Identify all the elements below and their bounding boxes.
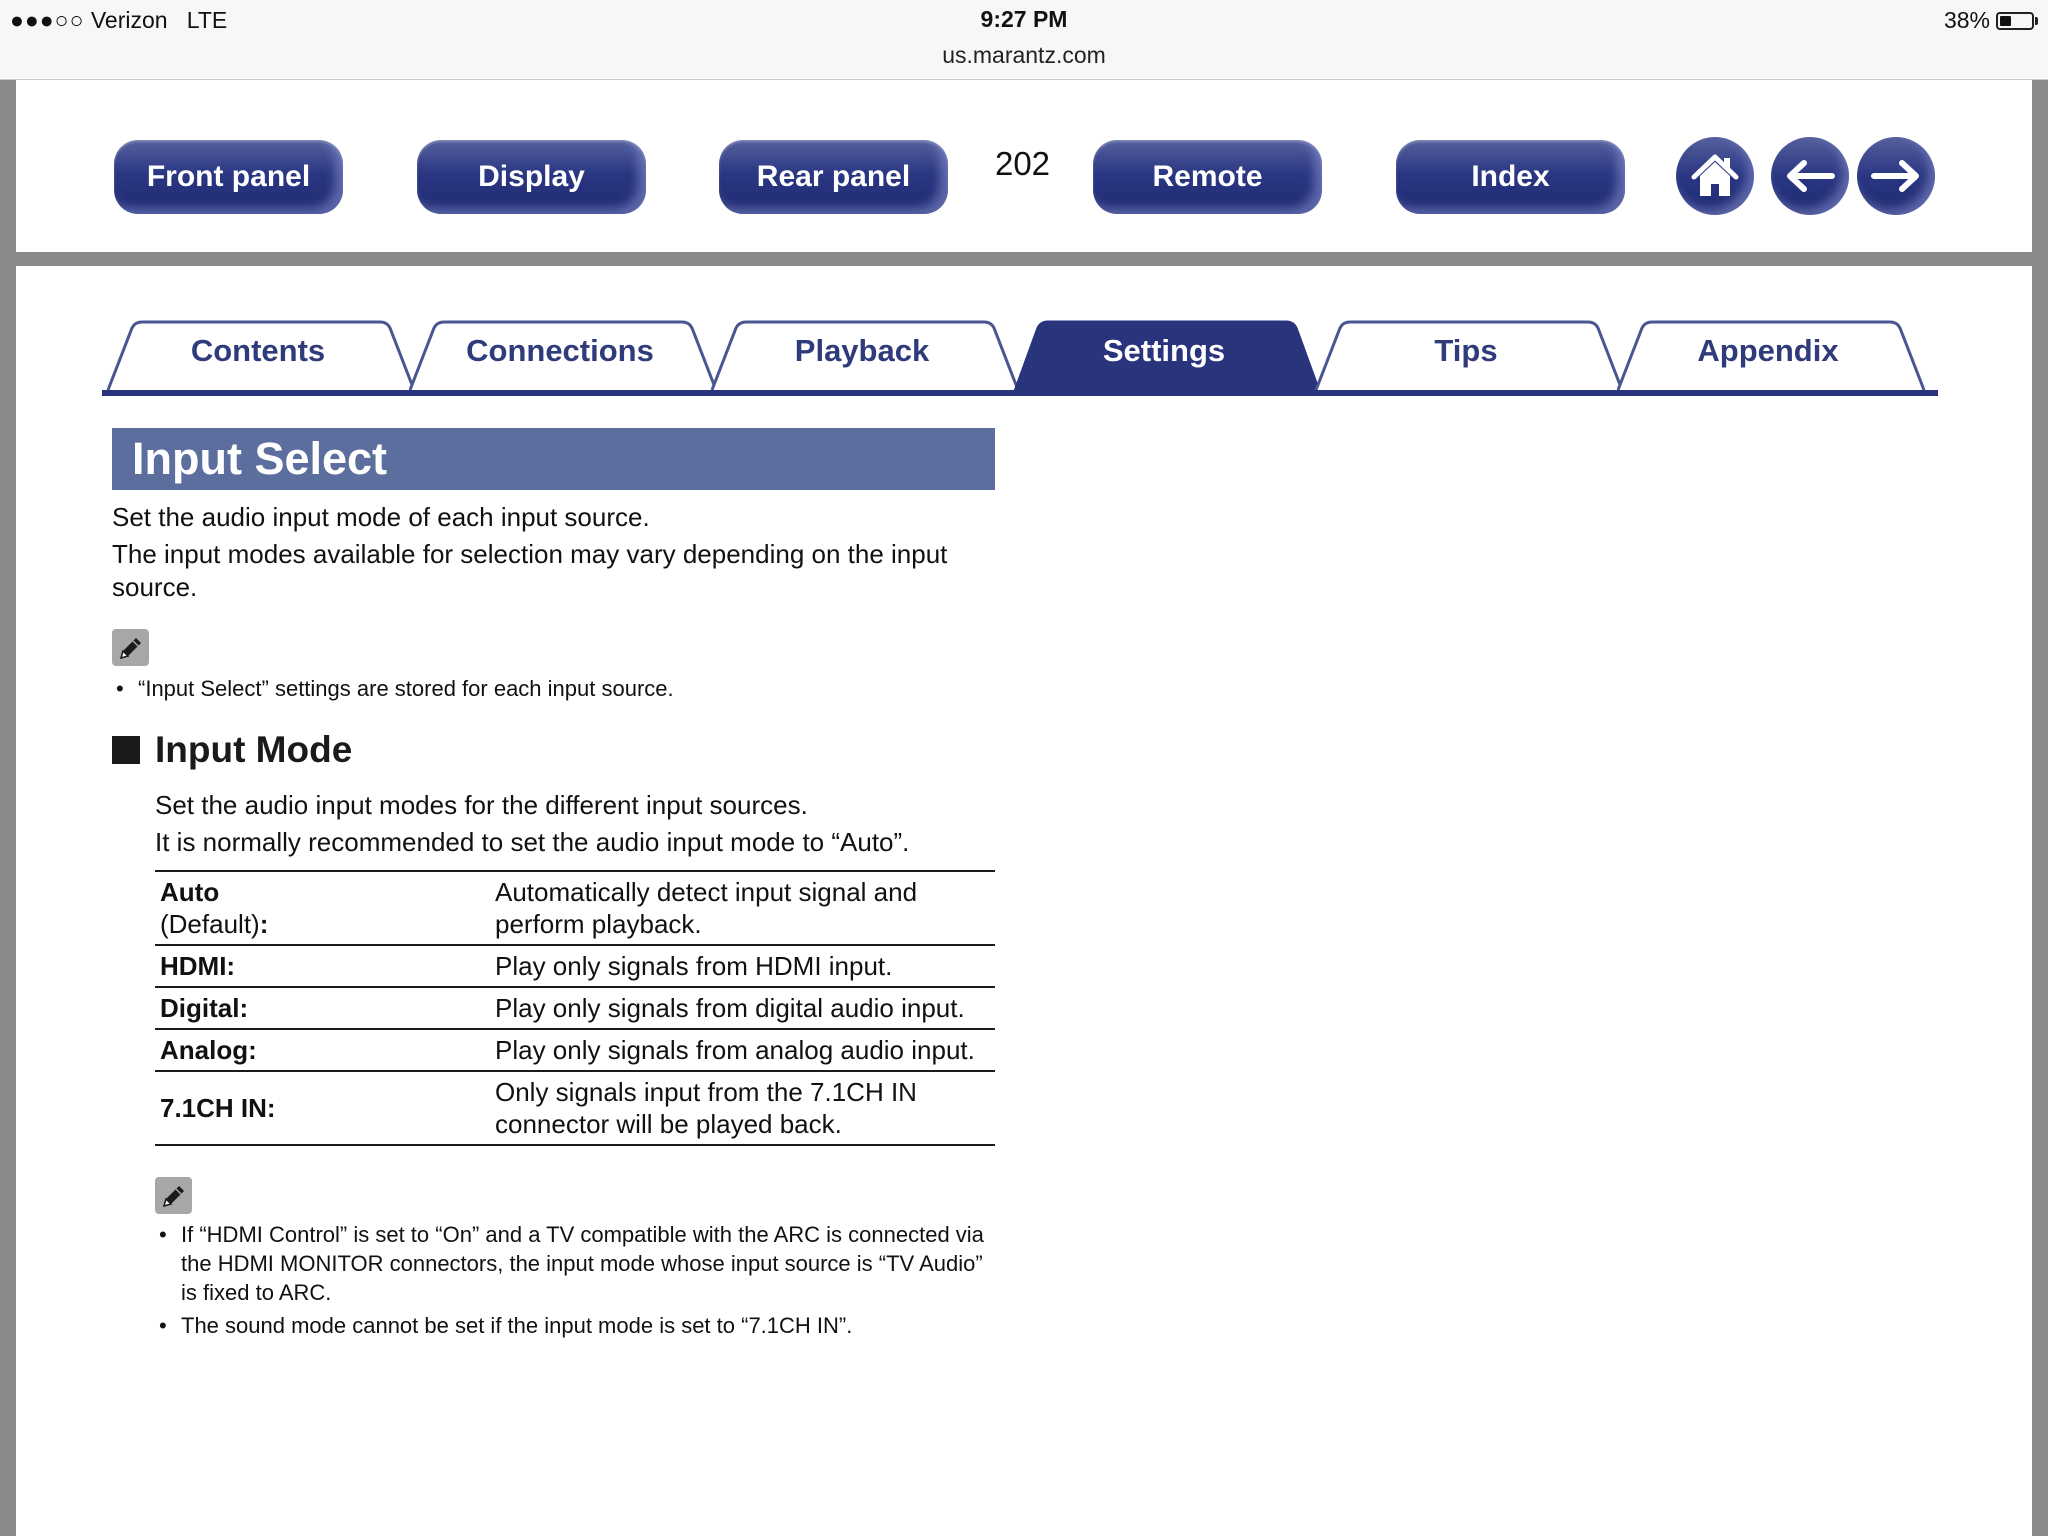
note-item: • If “HDMI Control” is set to “On” and a TV compatible with the ARC is connected via the HDMI MONITOR connectors, the input mode whose input source is “TV Audio” is fixed to ARC.: [157, 1220, 997, 1307]
mode-key: [155, 871, 490, 945]
table-row: [155, 945, 995, 987]
mode-description: Automatically detect input signal and perform playback.: [490, 871, 995, 945]
input-mode-desc-2: It is normally recommended to set the audio input mode to “Auto”.: [155, 827, 910, 857]
input-mode-title: Input Mode: [155, 729, 353, 770]
input-mode-heading: [112, 729, 352, 771]
carrier-name: Verizon: [90, 7, 168, 33]
status-time: 9:27 PM: [980, 6, 1068, 32]
tab-settings[interactable]: Settings: [1102, 333, 1226, 368]
mode-key-name: Auto: [160, 877, 220, 907]
tab-tips[interactable]: Tips: [1434, 333, 1498, 368]
remote-button[interactable]: Remote: [1093, 140, 1322, 214]
network-type: LTE: [186, 7, 228, 33]
mode-key: Digital:: [155, 987, 490, 1029]
rear-panel-button[interactable]: Rear panel: [719, 140, 948, 214]
table-row: [155, 871, 995, 945]
page-frame-left: [0, 80, 16, 1536]
status-bar: [0, 0, 2048, 80]
mode-key: 7.1CH IN:: [155, 1071, 490, 1145]
tab-contents[interactable]: Contents: [190, 333, 326, 368]
mode-key-colon: :: [259, 909, 269, 939]
battery-icon: [1996, 12, 2034, 30]
mode-key: HDMI:: [155, 945, 490, 987]
back-button[interactable]: [1771, 137, 1849, 215]
intro-text-1: Set the audio input mode of each input source.: [112, 502, 650, 532]
input-mode-table: [155, 870, 995, 1146]
heading-square-icon: [112, 736, 140, 764]
table-row: [155, 1071, 995, 1145]
arrow-left-icon: [1782, 156, 1838, 196]
mode-key: Analog:: [155, 1029, 490, 1071]
note-list-1: [114, 674, 994, 703]
front-panel-button[interactable]: Front panel: [114, 140, 343, 214]
tab-connections[interactable]: Connections: [466, 333, 654, 368]
panel-divider: [16, 252, 2032, 266]
mode-key-default: (Default): [160, 909, 260, 939]
signal-strength-icon: ●●●○○: [10, 7, 85, 33]
home-icon: [1688, 149, 1742, 203]
battery-status: [1944, 7, 2038, 34]
mode-description: Play only signals from digital audio input.: [490, 987, 995, 1029]
input-mode-desc-1: Set the audio input modes for the different input sources.: [155, 790, 808, 820]
table-row: [155, 1029, 995, 1071]
note-pencil-icon: [112, 629, 149, 666]
tab-appendix[interactable]: Appendix: [1697, 333, 1839, 368]
intro-text-2: The input modes available for selection may vary depending on the input source.: [112, 539, 948, 602]
battery-percent: 38%: [1943, 7, 1990, 33]
note-list-2: [157, 1220, 997, 1340]
mode-description: Only signals input from the 7.1CH IN connector will be played back.: [490, 1071, 995, 1145]
address-bar-url[interactable]: us.marantz.com: [942, 42, 1106, 68]
forward-button[interactable]: [1857, 137, 1935, 215]
page-number: 202: [994, 145, 1051, 182]
note-pencil-icon: [155, 1177, 192, 1214]
note-item: • The sound mode cannot be set if the input mode is set to “7.1CH IN”.: [157, 1311, 997, 1340]
section-title: Input Select: [132, 433, 388, 484]
mode-description: Play only signals from analog audio input.: [490, 1029, 995, 1071]
display-button[interactable]: Display: [417, 140, 646, 214]
mode-description: Play only signals from HDMI input.: [490, 945, 995, 987]
section-title-bar: [112, 428, 995, 490]
tab-baseline: [102, 390, 1938, 396]
home-button[interactable]: [1676, 137, 1754, 215]
page-frame-right: [2032, 80, 2048, 1536]
table-row: [155, 987, 995, 1029]
tab-playback[interactable]: Playback: [794, 333, 930, 368]
note-item: • “Input Select” settings are stored for each input source.: [114, 674, 994, 703]
index-button[interactable]: Index: [1396, 140, 1625, 214]
arrow-right-icon: [1868, 156, 1924, 196]
